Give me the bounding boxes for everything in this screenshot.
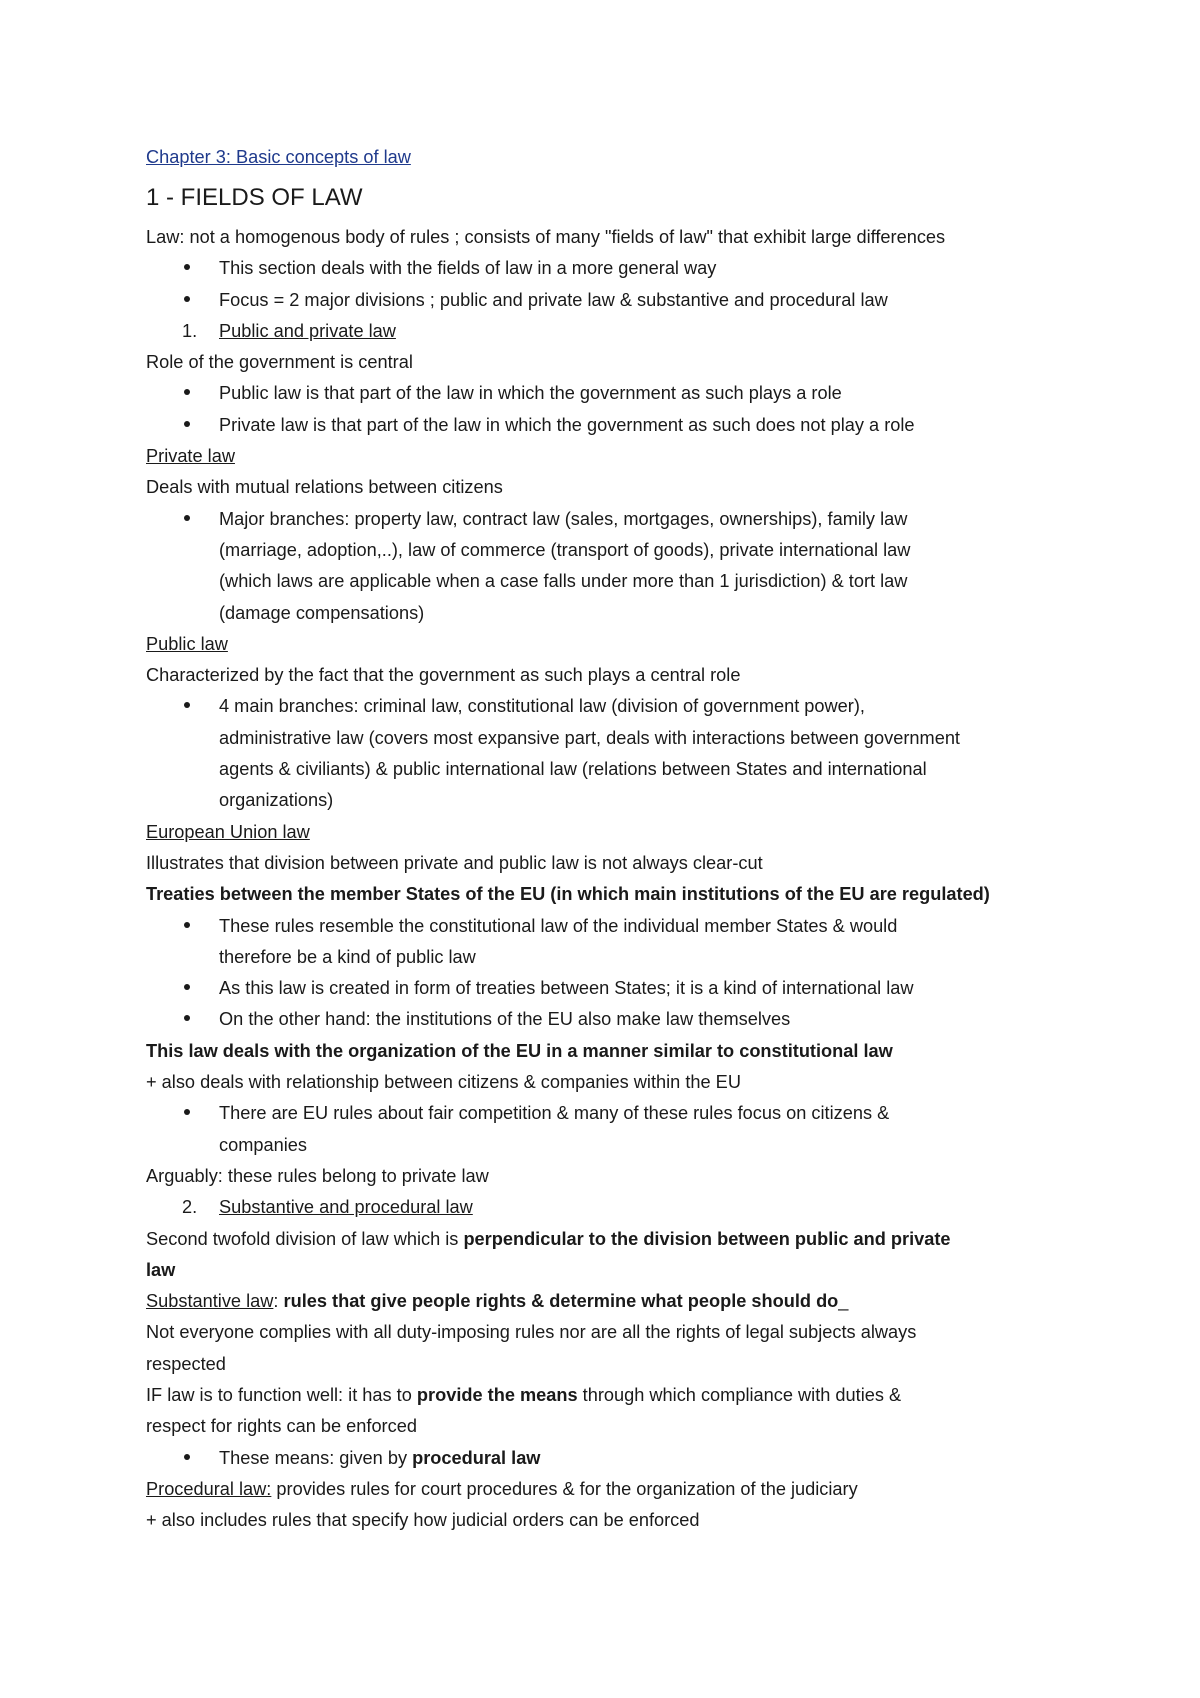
- bullet-line: (marriage, adoption,..), law of commerce (transport of goods), private international law: [219, 539, 911, 560]
- bullet-line: Major branches: property law, contract law (sales, mortgages, ownerships), family law: [219, 508, 908, 529]
- subsection-title: Public and private law: [219, 320, 396, 341]
- section-heading: 1 - FIELDS OF LAW: [146, 184, 363, 211]
- intro-bullet: Focus = 2 major divisions ; public and private law & substantive and procedural law: [146, 285, 1086, 316]
- role-bullet: Private law is that part of the law in which the government as such does not play a role: [146, 410, 1086, 441]
- bullet-line: (which laws are applicable when a case falls under more than 1 jurisdiction) & tort law: [219, 571, 908, 592]
- substantive-bold: rules that give people rights & determine what people should do: [278, 1291, 839, 1312]
- public-law-desc: Characterized by the fact that the government as such plays a central role: [146, 665, 741, 686]
- bullet-line: companies: [219, 1134, 307, 1155]
- public-law-heading: Public law: [146, 633, 228, 654]
- bullet-line: organizations): [219, 790, 334, 811]
- bullet-line: therefore be a kind of public law: [219, 946, 476, 967]
- subsection-number: 2.: [182, 1197, 198, 1218]
- eu-bullet: [146, 1098, 1086, 1161]
- private-law-desc: Deals with mutual relations between citizens: [146, 477, 503, 498]
- eu-bullet: As this law is created in form of treaties between States; it is a kind of international law: [146, 973, 1086, 1004]
- means-bullet: [146, 1443, 1086, 1474]
- eu-organization-bold: This law deals with the organization of the EU in a manner similar to constitutional law: [146, 1040, 893, 1061]
- means-pre: These means: given by: [219, 1447, 413, 1468]
- bullet-line: There are EU rules about fair competition & many of these rules focus on citizens &: [219, 1103, 890, 1124]
- if-law-line2: respect for rights can be enforced: [146, 1416, 417, 1437]
- eu-bullet: On the other hand: the institutions of the EU also make law themselves: [146, 1004, 1086, 1035]
- eu-arguably: Arguably: these rules belong to private law: [146, 1165, 489, 1186]
- bullet-line: agents & civiliants) & public international law (relations between States and international: [219, 759, 927, 780]
- second-division-plain: Second twofold division of law which is: [146, 1228, 464, 1249]
- subsection-title: Substantive and procedural law: [219, 1197, 473, 1218]
- private-law-bullet: [146, 504, 1086, 629]
- second-division-bold-cont: law: [146, 1259, 176, 1280]
- substantive-law-label: Substantive law: [146, 1291, 274, 1312]
- final-line: + also includes rules that specify how judicial orders can be enforced: [146, 1510, 700, 1531]
- private-law-heading: Private law: [146, 446, 235, 467]
- subsection-number: 1.: [182, 320, 198, 341]
- role-bullet: Public law is that part of the law in which the government as such plays a role: [146, 378, 1086, 409]
- bullet-line: These rules resemble the constitutional law of the individual member States & would: [219, 915, 898, 936]
- bullet-line: (damage compensations): [219, 602, 425, 623]
- procedural-law-label: Procedural law:: [146, 1478, 272, 1499]
- public-law-bullet: [146, 691, 1086, 816]
- compliance-line: respected: [146, 1353, 226, 1374]
- role-line: Role of the government is central: [146, 352, 413, 373]
- bullet-line: 4 main branches: criminal law, constitutional law (division of government power),: [219, 696, 865, 717]
- intro-text: Law: not a homogenous body of rules ; consists of many "fields of law" that exhibit large differences: [146, 227, 946, 247]
- eu-treaties-bold: Treaties between the member States of the EU (in which main institutions of the EU are regulated): [146, 884, 990, 905]
- substantive-trailing: _: [838, 1291, 849, 1312]
- bullet-line: administrative law (covers most expansive part, deals with interactions between government: [219, 727, 960, 748]
- eu-law-desc: Illustrates that division between private and public law is not always clear-cut: [146, 852, 763, 873]
- procedural-rest: provides rules for court procedures & for the organization of the judiciary: [271, 1478, 858, 1499]
- document-page: [146, 146, 1086, 1536]
- eu-bullet: [146, 911, 1086, 974]
- subsection-public-private: [146, 316, 1086, 347]
- chapter-title: Chapter 3: Basic concepts of law: [146, 147, 411, 167]
- subsection-substantive-procedural: [146, 1192, 1086, 1223]
- substantive-law-line: [146, 1286, 1086, 1317]
- if-law-bold: provide the means: [416, 1384, 578, 1405]
- compliance-line: Not everyone complies with all duty-imposing rules nor are all the rights of legal subjects always: [146, 1322, 917, 1343]
- eu-also-line: + also deals with relationship between citizens & companies within the EU: [146, 1072, 741, 1093]
- substantive-colon: :: [273, 1291, 279, 1312]
- if-law-post: through which compliance with duties &: [577, 1384, 902, 1405]
- if-law-line: [146, 1380, 1086, 1411]
- if-law-pre: IF law is to function well: it has to: [146, 1384, 417, 1405]
- second-division-bold: perpendicular to the division between public and private: [463, 1228, 951, 1249]
- intro-bullet: This section deals with the fields of law in a more general way: [146, 253, 1086, 284]
- second-division-line: [146, 1224, 1086, 1255]
- means-bold: procedural law: [412, 1447, 541, 1468]
- procedural-law-line: [146, 1474, 1086, 1505]
- eu-law-heading: European Union law: [146, 821, 310, 842]
